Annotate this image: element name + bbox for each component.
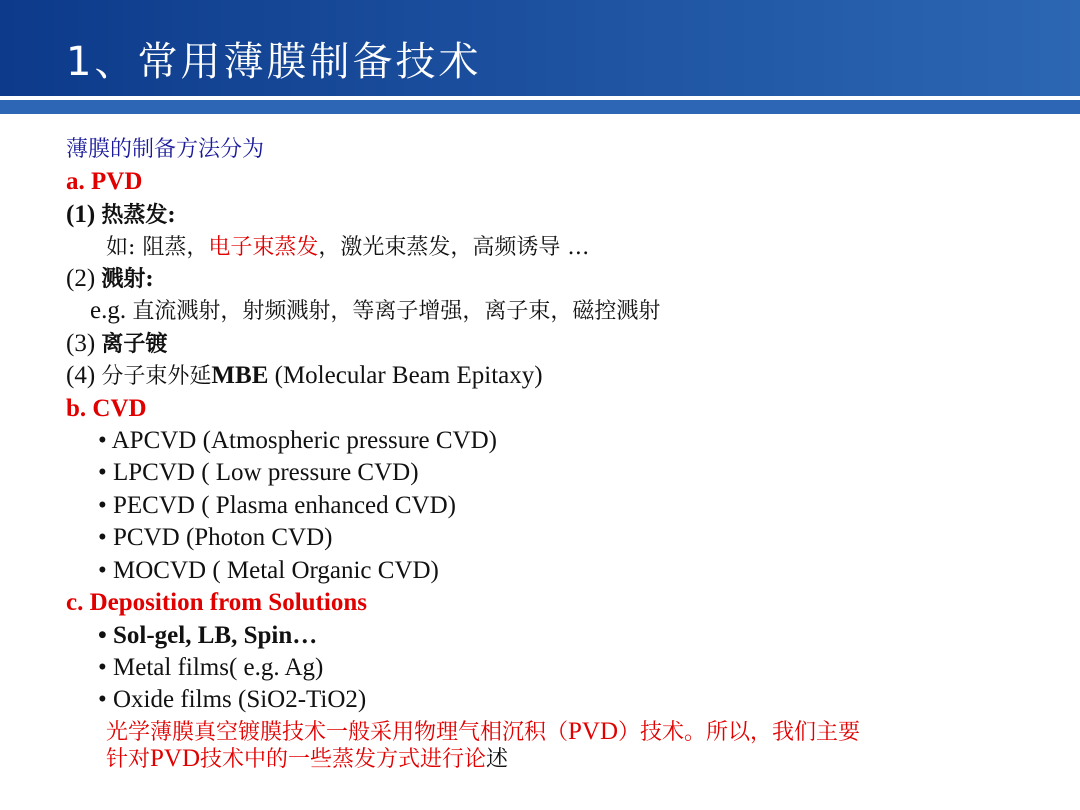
item-number: (1) bbox=[66, 201, 102, 228]
pvd-item-sputter bbox=[66, 264, 154, 294]
pvd-item-ion-plating bbox=[66, 329, 167, 359]
list-item: • MOCVD ( Metal Organic CVD) bbox=[98, 557, 439, 584]
list-item: • Metal films( e.g. Ag) bbox=[98, 654, 324, 681]
list-item: • Sol-gel, LB, Spin… bbox=[98, 622, 318, 649]
detail-highlight: 电子束蒸发 bbox=[208, 235, 319, 260]
pvd-heading: a. PVD bbox=[66, 168, 143, 195]
note-text: ）技术。所以，我们主要 bbox=[618, 720, 861, 745]
note-pvd: PVD bbox=[150, 745, 201, 772]
pvd-sputter-detail bbox=[90, 296, 660, 327]
item-label: 分子束外延 bbox=[101, 364, 212, 389]
slide-title: 1、常用薄膜制备技术 bbox=[66, 39, 482, 85]
list-item: • PCVD (Photon CVD) bbox=[98, 524, 333, 551]
note-text: 光学薄膜真空镀膜技术一般采用物理气相沉积（ bbox=[106, 720, 569, 745]
cvd-heading: b. CVD bbox=[66, 395, 147, 422]
list-item: • PECVD ( Plasma enhanced CVD) bbox=[98, 492, 456, 519]
detail-text: ，激光束蒸发，高频诱导 … bbox=[318, 235, 590, 260]
list-item: • LPCVD ( Low pressure CVD) bbox=[98, 459, 419, 486]
note-text: 技术中的一些蒸发方式进行论 bbox=[200, 747, 487, 772]
pvd-item-mbe bbox=[66, 361, 543, 392]
solutions-heading: c. Deposition from Solutions bbox=[66, 589, 367, 616]
mbe-expansion: (Molecular Beam Epitaxy) bbox=[268, 362, 543, 389]
header-stripe bbox=[0, 100, 1080, 114]
note-line-2 bbox=[106, 744, 508, 775]
item-label: 热蒸发: bbox=[101, 202, 176, 228]
intro-text: 薄膜的制备方法分为 bbox=[66, 137, 265, 162]
pvd-item-thermal bbox=[66, 200, 176, 230]
list-item: • APCVD (Atmospheric pressure CVD) bbox=[98, 427, 497, 454]
header-stripe bbox=[0, 114, 1080, 118]
detail-eg: e.g. bbox=[90, 297, 133, 324]
item-number: (3) bbox=[66, 330, 102, 357]
note-pvd: PVD bbox=[568, 718, 619, 745]
note-text: 述 bbox=[486, 747, 509, 772]
list-item: • Oxide films (SiO2-TiO2) bbox=[98, 686, 367, 713]
title-bar bbox=[0, 0, 1080, 118]
mbe-abbrev: MBE bbox=[211, 362, 269, 389]
detail-text: 如: 阻蒸， bbox=[106, 235, 209, 260]
item-label: 溅射: bbox=[101, 266, 154, 292]
item-number: (2) bbox=[66, 265, 102, 292]
item-number: (4) bbox=[66, 362, 102, 389]
detail-text: 直流溅射，射频溅射，等离子增强，离子束，磁控溅射 bbox=[132, 299, 661, 324]
pvd-thermal-detail bbox=[106, 232, 589, 263]
note-text: 针对 bbox=[106, 747, 151, 772]
item-label: 离子镀 bbox=[101, 331, 168, 357]
